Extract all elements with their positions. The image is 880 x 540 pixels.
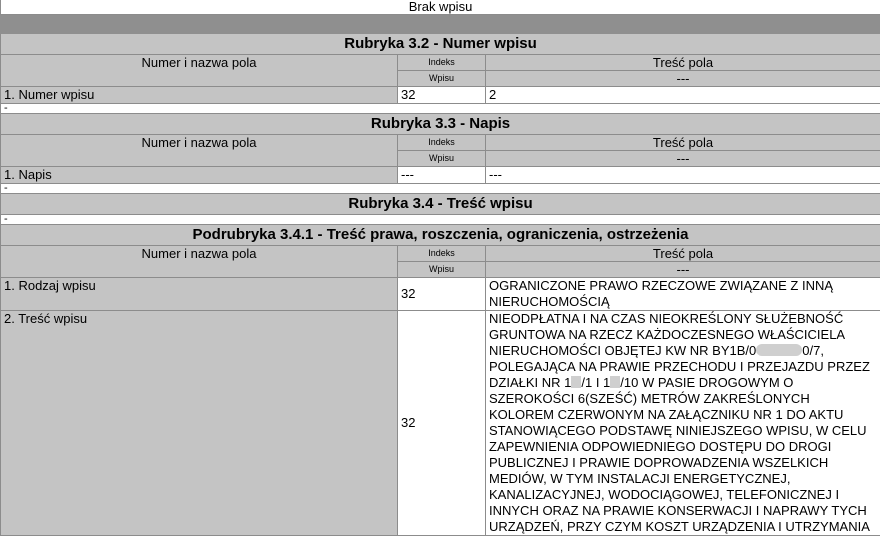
field-value-entry-text: NIEODPŁATNA I NA CZAS NIEOKREŚLONY SŁUŻEBNOŚĆ GRUNTOWA NA RZECZ KAŻDOCZESNEGO WŁAŚCICIELA NIERUCHOMOŚCI OBJĘTEJ KW NR BY1B/0 0/7, POLEGAJĄCA NA PRAWIE PRZECHODU I PRZEJAZDU PRZEZ DZIAŁKI NR 1 /1 I 1 /10 W PASIE DROGOWYM O SZEROKOŚCI 6(SZEŚĆ) METRÓW ZAKREŚLONYCH KOLOREM CZERWONYM NA ZAŁĄCZNIKU NR 1 DO AKTU STANOWIĄCEGO PODSTAWĘ NINIEJSZEGO WPISU, W CELU ZAPEWNIENIA ODPOWIEDNIEGO DOSTĘPU DO DROGI PUBLICZNEJ I PRAWIE DOPROWADZENIA WSZELKICH MEDIÓW, W TYM INSTALACJI ENERGETYCZNEJ, KANALIZACYJNEJ, WODOCIĄGOWEJ, TELEFONICZNEJ I INNYCH ORAZ NA PRAWIE KONSERWACJI I NAPRAWY TYCH URZĄDZEŃ, PRZY CZYM KOSZT URZĄDZENIA I UTRZYMANIA — [486, 311, 880, 536]
spacer-row: - — [1, 104, 880, 114]
field-index: 32 — [398, 311, 486, 536]
subsection-3-4-1-header — [1, 225, 880, 246]
divider-bar — [1, 15, 880, 34]
column-header-index: Indeks — [398, 246, 486, 262]
section-title: Rubryka 3.2 - Numer wpisu — [1, 34, 880, 55]
column-header-entry: Wpisu — [398, 151, 486, 167]
field-label: 1. Numer wpisu — [1, 87, 398, 104]
spacer-row: - — [1, 184, 880, 194]
table-row — [1, 311, 880, 536]
field-index: 32 — [398, 87, 486, 104]
top-note-row — [1, 0, 880, 15]
section-3-3-header — [1, 114, 880, 135]
field-index: 32 — [398, 278, 486, 311]
column-header-content: Treść pola — [486, 55, 880, 71]
field-index: --- — [398, 167, 486, 184]
section-title: Rubryka 3.3 - Napis — [1, 114, 880, 135]
redacted-mark — [571, 376, 581, 388]
section-title: Rubryka 3.4 - Treść wpisu — [1, 194, 880, 215]
column-header-content: Treść pola — [486, 246, 880, 262]
redacted-mark — [610, 376, 620, 388]
column-header-content-sub: --- — [486, 151, 880, 167]
column-header-entry: Wpisu — [398, 262, 486, 278]
redacted-mark — [756, 344, 802, 356]
field-label: 1. Napis — [1, 167, 398, 184]
field-value: OGRANICZONE PRAWO RZECZOWE ZWIĄZANE Z INNĄ NIERUCHOMOŚCIĄ — [486, 278, 880, 311]
section-title: Podrubryka 3.4.1 - Treść prawa, roszczenia, ograniczenia, ostrzeżenia — [1, 225, 880, 246]
table-row — [1, 167, 880, 184]
field-value: 2 — [486, 87, 880, 104]
field-label: 2. Treść wpisu — [1, 311, 398, 536]
column-header-content-sub: --- — [486, 262, 880, 278]
section-3-2-header — [1, 34, 880, 55]
no-entry-note: Brak wpisu — [1, 0, 880, 15]
field-value: --- — [486, 167, 880, 184]
column-header-content: Treść pola — [486, 135, 880, 151]
column-header-entry: Wpisu — [398, 71, 486, 87]
column-header-index: Indeks — [398, 55, 486, 71]
column-header-field-name: Numer i nazwa pola — [1, 55, 398, 87]
column-header-content-sub: --- — [486, 71, 880, 87]
table-row — [1, 278, 880, 311]
column-header-field-name: Numer i nazwa pola — [1, 135, 398, 167]
spacer-row: - — [1, 215, 880, 225]
table-row — [1, 87, 880, 104]
column-header-index: Indeks — [398, 135, 486, 151]
section-3-4-header — [1, 194, 880, 215]
column-header-field-name: Numer i nazwa pola — [1, 246, 398, 278]
field-label: 1. Rodzaj wpisu — [1, 278, 398, 311]
